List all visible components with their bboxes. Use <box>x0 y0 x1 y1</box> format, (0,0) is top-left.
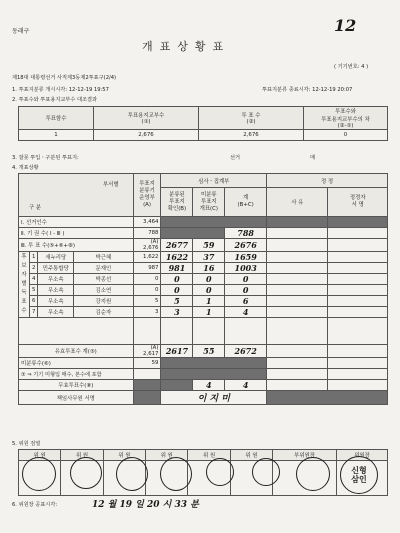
empty-cell <box>267 285 328 296</box>
hw-value: 1659 <box>225 252 267 263</box>
row-label: 책임사무원 서명 <box>19 391 134 405</box>
hw-signature: 이 지 미 <box>161 391 267 405</box>
cand-name: 강지원 <box>74 296 133 307</box>
cand-party: 무소속 <box>38 307 74 318</box>
empty-cell <box>19 318 134 345</box>
valid-value: 2,617 <box>143 351 159 357</box>
start-time: 1. 투표지분류 개시시각: 12-12-19 19:57 <box>12 87 109 93</box>
hw-value: 16 <box>193 263 225 274</box>
shaded-cell <box>161 369 267 380</box>
cand-name: 김순자 <box>74 307 133 318</box>
row-label: 미분류수(⑥) <box>19 358 134 369</box>
committee-role: 위 원 <box>103 450 145 461</box>
header-correct-group: 정 정 <box>267 174 388 188</box>
row-value: 788 <box>133 228 161 239</box>
row-label: 무효투표수(⑧) <box>19 380 134 391</box>
hw-value: 4 <box>225 380 267 391</box>
seal-stamp <box>296 457 330 491</box>
section-3-election: 선거 <box>230 155 241 161</box>
t1-cell: 0 <box>304 130 388 141</box>
empty-cell <box>267 369 328 380</box>
header-total: 계 (B+C) <box>225 188 267 217</box>
cand-party: 민주통합당 <box>38 263 74 274</box>
hw-value: 5 <box>161 296 193 307</box>
cand-name: 박근혜 <box>74 252 133 263</box>
end-time: 투표지분류 종료시각: 12-12-19 20:07 <box>262 87 353 93</box>
votes-value: 2,676 <box>143 245 159 251</box>
hw-value: 2617 <box>161 345 193 358</box>
shaded-cell <box>133 391 161 405</box>
page-mark: 12 <box>334 16 357 35</box>
seal-stamp <box>160 457 192 491</box>
shaded-cell <box>133 380 161 391</box>
t1-header: 투표함수 <box>19 107 94 130</box>
hw-value: 0 <box>225 274 267 285</box>
cand-no: 1 <box>30 252 38 263</box>
side-label <box>19 252 30 318</box>
empty-cell <box>161 318 193 345</box>
district-label: 동래구 <box>12 28 30 35</box>
shaded-cell <box>328 217 388 228</box>
cand-no: 5 <box>30 285 38 296</box>
t1-header: 투표용지교부수 (①) <box>94 107 199 130</box>
cand-a: 987 <box>133 263 161 274</box>
empty-cell <box>328 228 388 239</box>
committee-role: 위 원 <box>19 450 61 461</box>
t1-cell: 2,676 <box>199 130 304 141</box>
row-value: 59 <box>133 358 161 369</box>
row-label: Ⅰ. 선거인수 <box>19 217 134 228</box>
empty-cell <box>328 307 388 318</box>
cand-a: 1,622 <box>133 252 161 263</box>
section-2-title: 2. 투표수와 투표용지교부수 대조결과 <box>12 97 98 103</box>
section-4-title: 4. 개표상황 <box>12 165 39 171</box>
section-3-label: 3. 잘못 투입ㆍ구분된 투표지: <box>12 155 79 161</box>
empty-cell <box>328 252 388 263</box>
row-note: ⑦ ⇒ 기기 미형입 매수, 본수에 포함 <box>19 369 134 380</box>
committee-role: 위 원 <box>230 450 272 461</box>
hw-value: 0 <box>225 285 267 296</box>
seal-stamp <box>22 457 56 491</box>
header-bureau: 부서별 <box>102 182 119 188</box>
cand-party: 무소속 <box>38 285 74 296</box>
cand-party: 무소속 <box>38 296 74 307</box>
side-label-text: 후 보 자 별 득 표 수 <box>21 254 27 314</box>
ballot-reconcile-table <box>18 106 388 141</box>
t1-cell: 1 <box>19 130 94 141</box>
cand-a: 3 <box>133 307 161 318</box>
a-prefix: (A) <box>150 345 159 351</box>
hw-value: 0 <box>193 285 225 296</box>
empty-cell <box>328 263 388 274</box>
committee-role: 위 원 <box>188 450 230 461</box>
subtitle: 제18대 대통령선거 사직제3동제2투표구(2/4) <box>12 75 117 81</box>
header-signer: 정정자 서 명 <box>328 188 388 217</box>
cand-no: 4 <box>30 274 38 285</box>
hw-value: 0 <box>161 285 193 296</box>
cand-name: 문재인 <box>74 263 133 274</box>
cand-name: 김소연 <box>74 285 133 296</box>
empty-cell <box>328 380 388 391</box>
empty-cell <box>267 296 328 307</box>
cand-no: 6 <box>30 296 38 307</box>
t1-cell: 2,676 <box>94 130 199 141</box>
hw-value: 55 <box>193 345 225 358</box>
hw-value: 3 <box>161 307 193 318</box>
committee-role: 위 원 <box>61 450 103 461</box>
hw-value: 4 <box>225 307 267 318</box>
page-title: 개표상황표 <box>142 40 231 53</box>
chair-seal-stamp: 신형 삼인 <box>340 456 378 494</box>
empty-cell <box>267 252 328 263</box>
shaded-cell <box>267 217 328 228</box>
hw-value: 59 <box>193 239 225 252</box>
header-unclassified: 미분류 투표지 개표(C) <box>193 188 225 217</box>
a-prefix: (A) <box>150 239 159 245</box>
shaded-cell <box>267 391 388 405</box>
hw-value: 4 <box>193 380 225 391</box>
empty-cell <box>267 380 328 391</box>
cand-name: 박종선 <box>74 274 133 285</box>
seal-stamp <box>116 457 148 491</box>
header-sorter: 투표지 분류기 운영부 (A) <box>133 174 161 217</box>
hw-value: 788 <box>225 228 267 239</box>
empty-cell <box>267 263 328 274</box>
empty-cell <box>267 318 328 345</box>
hw-value: 1 <box>193 296 225 307</box>
empty-cell <box>328 369 388 380</box>
row-value <box>133 239 161 252</box>
row-label: Ⅱ. 기 권 수( Ⅰ - Ⅲ ) <box>19 228 134 239</box>
empty-cell <box>328 285 388 296</box>
seal-stamp <box>252 458 280 486</box>
shaded-cell <box>161 380 193 391</box>
hw-value: 2677 <box>161 239 193 252</box>
empty-cell <box>193 318 225 345</box>
empty-cell <box>328 318 388 345</box>
hw-value: 37 <box>193 252 225 263</box>
empty-cell <box>328 239 388 252</box>
shaded-cell <box>161 217 267 228</box>
cand-a: 0 <box>133 274 161 285</box>
row-value: 3,464 <box>133 217 161 228</box>
committee-role: 부위원장 <box>273 450 337 461</box>
cand-party: 무소속 <box>38 274 74 285</box>
seal-stamp <box>206 458 234 486</box>
empty-cell <box>267 358 328 369</box>
header-reason: 사 유 <box>267 188 328 217</box>
hw-value: 0 <box>193 274 225 285</box>
shaded-cell <box>161 228 225 239</box>
empty-cell <box>328 274 388 285</box>
seal-stamp <box>70 457 102 489</box>
empty-cell <box>133 369 161 380</box>
empty-cell <box>267 307 328 318</box>
empty-cell <box>328 358 388 369</box>
header-review-group: 심사ㆍ집계부 <box>161 174 267 188</box>
empty-cell <box>267 345 328 358</box>
cand-no: 7 <box>30 307 38 318</box>
hw-value: 981 <box>161 263 193 274</box>
empty-cell <box>267 228 328 239</box>
section-6-label: 6. 위원장 공표시각: <box>12 502 58 508</box>
hw-value: 1622 <box>161 252 193 263</box>
hw-value: 1003 <box>225 263 267 274</box>
empty-cell <box>267 239 328 252</box>
cand-a: 5 <box>133 296 161 307</box>
empty-cell <box>225 318 267 345</box>
empty-cell <box>267 274 328 285</box>
row-label: 유효투표수 계(⑤) <box>19 345 134 358</box>
hw-value: 6 <box>225 296 267 307</box>
shaded-cell <box>161 358 267 369</box>
cand-a: 0 <box>133 285 161 296</box>
committee-role: 위 원 <box>146 450 188 461</box>
row-label: Ⅲ. 투 표 수(⑤+⑥+⑧) <box>19 239 134 252</box>
hw-value: 2676 <box>225 239 267 252</box>
section-3-sheets: 매 <box>310 155 316 161</box>
header-gubun-cell <box>19 174 134 217</box>
count-status-table <box>18 173 388 405</box>
header-classified: 분류된 투표지 확인(B) <box>161 188 193 217</box>
t1-header: 투표수와 투표용지교부수의 차 (②-①) <box>304 107 388 130</box>
hw-value: 1 <box>193 307 225 318</box>
committee-role: 위원장 <box>337 450 388 461</box>
section-5-title: 5. 위원 검열 <box>12 441 41 447</box>
empty-cell <box>328 345 388 358</box>
empty-cell <box>133 318 161 345</box>
cand-no: 2 <box>30 263 38 274</box>
empty-cell <box>328 296 388 307</box>
hw-value: 0 <box>161 274 193 285</box>
announce-time-hw: 12 월 19 일 20 시 33 분 <box>92 500 199 510</box>
machine-no: ( 기기번호: 4 ) <box>334 64 369 70</box>
row-value <box>133 345 161 358</box>
hw-value: 2672 <box>225 345 267 358</box>
header-gubun: 구 분 <box>29 205 42 211</box>
t1-header: 투 표 수 (②) <box>199 107 304 130</box>
cand-party: 새누리당 <box>38 252 74 263</box>
